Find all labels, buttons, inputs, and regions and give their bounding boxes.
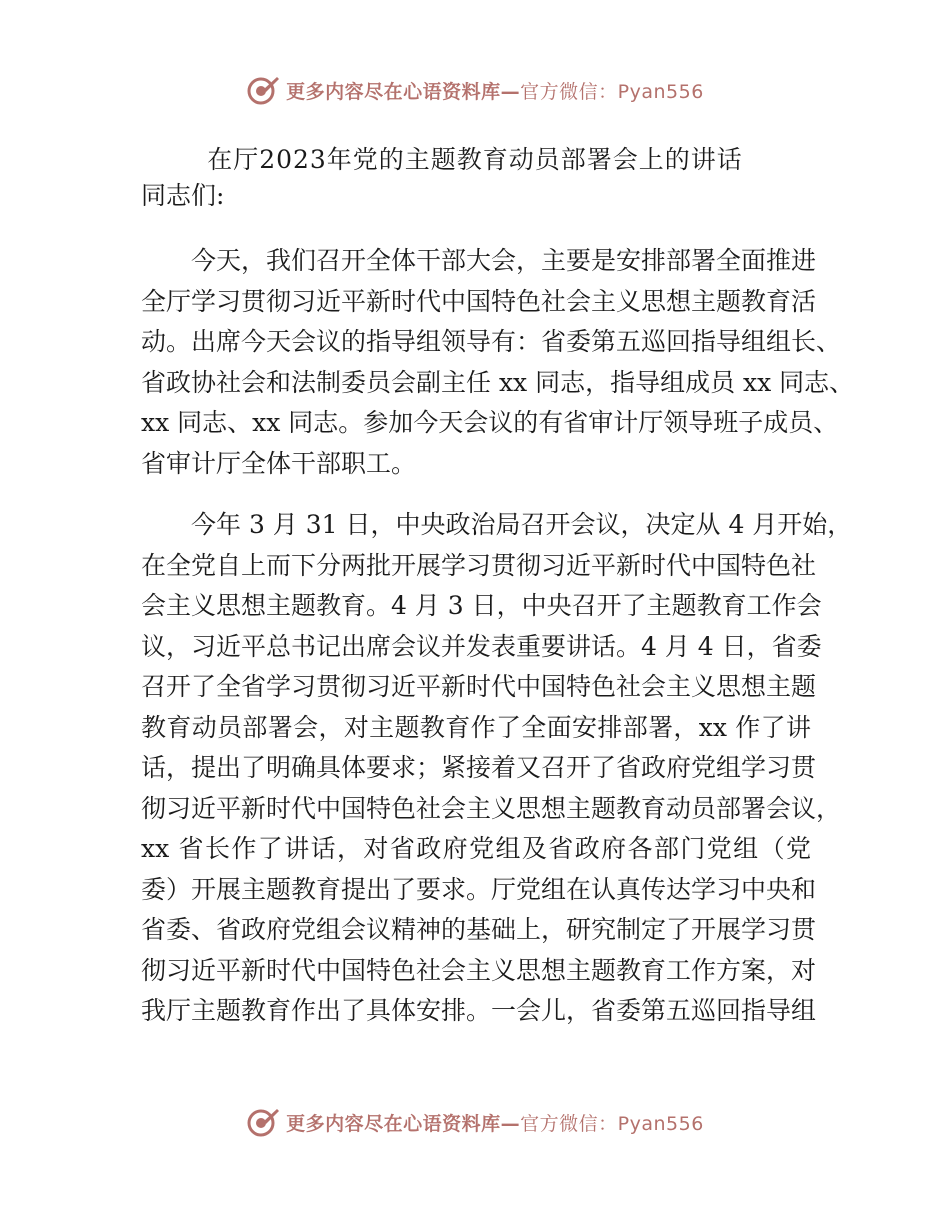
text-line: xx 省长作了讲话，对省政府党组及省政府各部门党组（党 [141, 834, 811, 863]
greeting: 同志们: [141, 181, 225, 210]
text-line: 在全党自上而下分两批开展学习贯彻习近平新时代中国特色社 [141, 550, 817, 580]
text-line: 省政协社会和法制委员会副主任 xx 同志，指导组成员 xx 同志、 [141, 367, 855, 397]
footer-watermark [0, 1102, 950, 1142]
text-line: 省委、省政府党组会议精神的基础上，研究制定了开展学习贯 [141, 915, 817, 944]
pen-logo-icon [246, 1105, 280, 1139]
text-line: 委）开展主题教育提出了要求。厅党组在认真传达学习中央和 [141, 874, 817, 904]
text-line: 议，习近平总书记出席会议并发表重要讲话。4 月 4 日，省委 [141, 631, 822, 661]
text-line: 教育动员部署会，对主题教育作了全面安排部署，xx 作了讲 [141, 712, 811, 742]
paragraph-1 [141, 241, 855, 484]
header-site-text: 更多内容尽在心语资料库 [286, 80, 501, 103]
text-line: 会主义思想主题教育。4 月 3 日，中央召开了主题教育工作会 [141, 591, 822, 620]
text-line: 我厅主题教育作出了具体安排。一会儿，省委第五巡回指导组 [141, 996, 817, 1025]
header-dash: — [500, 80, 521, 103]
header-wechat-text: 官方微信：Pyan556 [520, 80, 704, 103]
pen-logo-icon [246, 73, 280, 107]
footer-site-text: 更多内容尽在心语资料库 [286, 1112, 501, 1135]
footer-wechat-text: 官方微信：Pyan556 [520, 1112, 704, 1135]
footer-dash: — [500, 1112, 521, 1135]
paragraph-2 [141, 505, 853, 1032]
header-watermark [0, 70, 950, 110]
text-line: 彻习近平新时代中国特色社会主义思想主题教育工作方案，对 [141, 955, 817, 985]
text-line: 省审计厅全体干部职工。 [141, 448, 417, 478]
text-line: 全厅学习贯彻习近平新时代中国特色社会主义思想主题教育活 [141, 286, 817, 316]
text-line: 彻习近平新时代中国特色社会主义思想主题教育动员部署会议， [141, 793, 842, 823]
text-line: 动。出席今天会议的指导组领导有：省委第五巡回指导组组长、 [141, 327, 842, 356]
document-title: 在厅2023年党的主题教育动员部署会上的讲话 [207, 145, 743, 174]
text-line: xx 同志、xx 同志。参加今天会议的有省审计厅领导班子成员、 [141, 408, 839, 437]
text-line: 今天，我们召开全体干部大会，主要是安排部署全面推进 [141, 246, 817, 275]
text-line: 话，提出了明确具体要求；紧接着又召开了省政府党组学习贯 [141, 753, 817, 782]
text-line: 召开了全省学习贯彻习近平新时代中国特色社会主义思想主题 [141, 672, 817, 701]
text-line: 今年 3 月 31 日，中央政治局召开会议，决定从 4 月开始， [141, 510, 853, 539]
